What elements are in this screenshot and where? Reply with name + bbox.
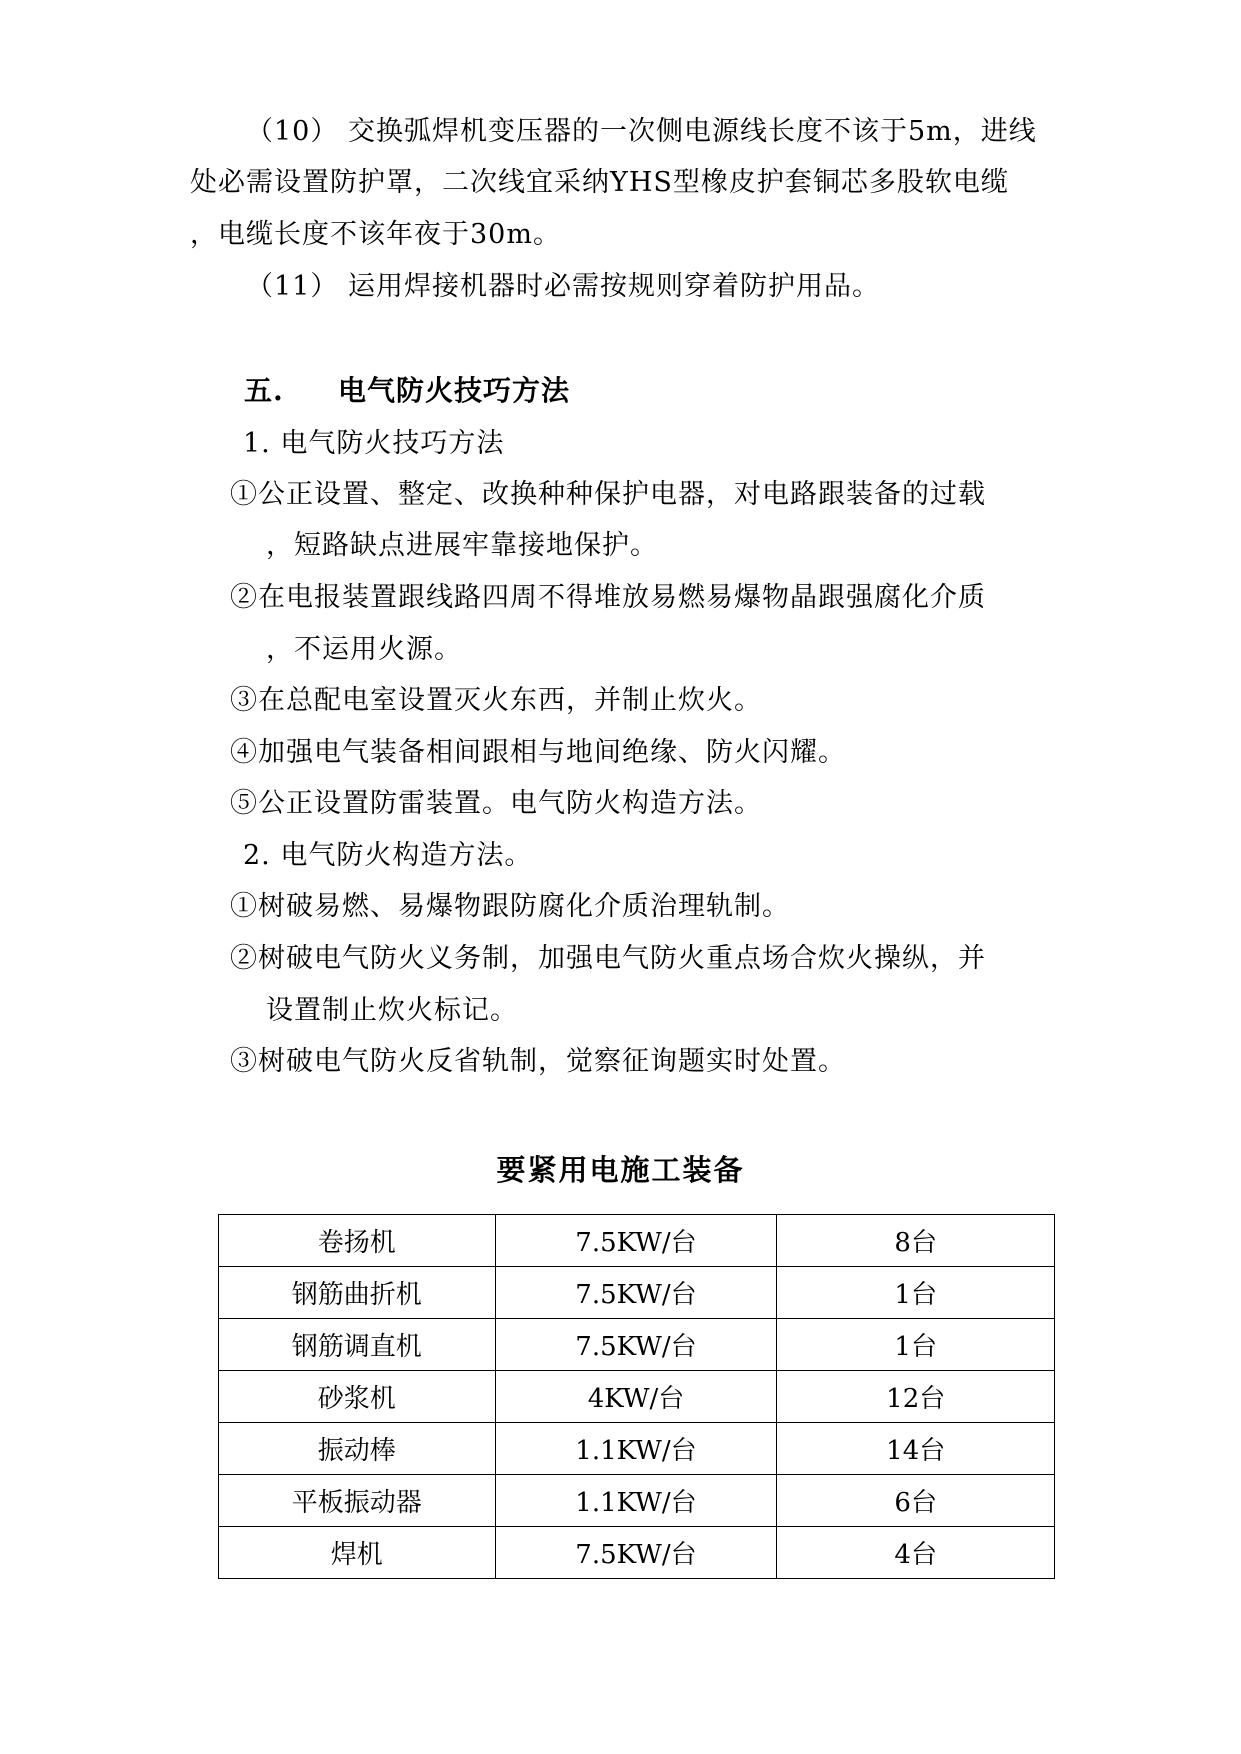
equipment-name-cell: 振动棒 — [219, 1423, 496, 1475]
table-row — [219, 1319, 1055, 1371]
list-item-continuation: 设置制止炊火标记。 — [266, 995, 518, 1026]
table-title: 要紧用电施工装备 — [496, 1153, 745, 1187]
list-item-continuation: ，短路缺点进展牢靠接地保护。 — [266, 530, 658, 561]
list-item-continuation: ，不运用火源。 — [266, 634, 462, 665]
table-row — [219, 1267, 1055, 1319]
quantity-cell: 12台 — [777, 1371, 1055, 1423]
power-cell: 7.5KW/台 — [495, 1319, 777, 1371]
list-item: ②在电报装置跟线路四周不得堆放易燃易爆物晶跟强腐化介质 — [230, 582, 986, 613]
quantity-cell: 1台 — [777, 1319, 1055, 1371]
quantity-cell: 8台 — [777, 1215, 1055, 1267]
paragraph-10-line-3: ，电缆长度不该年夜于30m。 — [190, 219, 561, 250]
table-row — [219, 1423, 1055, 1475]
equipment-name-cell: 卷扬机 — [219, 1215, 496, 1267]
equipment-name-cell: 焊机 — [219, 1527, 496, 1579]
quantity-cell: 6台 — [777, 1475, 1055, 1527]
list-item: ②树破电气防火义务制，加强电气防火重点场合炊火操纵，并 — [230, 943, 986, 974]
power-cell: 1.1KW/台 — [495, 1475, 777, 1527]
list-item: ③树破电气防火反省轨制，觉察征询题实时处置。 — [230, 1046, 846, 1077]
list-item: ①树破易燃、易爆物跟防腐化介质治理轨制。 — [230, 891, 790, 922]
subsection-1-title: 1. 电气防火技巧方法 — [243, 428, 505, 459]
quantity-cell: 14台 — [777, 1423, 1055, 1475]
paragraph-10-line-2: 处必需设置防护罩，二次线宜采纳YHS型橡皮护套铜芯多股软电缆 — [190, 167, 1009, 198]
power-cell: 1.1KW/台 — [495, 1423, 777, 1475]
quantity-cell: 4台 — [777, 1527, 1055, 1579]
section-title: 电气防火技巧方法 — [338, 374, 571, 407]
power-cell: 7.5KW/台 — [495, 1267, 777, 1319]
list-item: ④加强电气装备相间跟相与地间绝缘、防火闪耀。 — [230, 737, 846, 768]
table-row — [219, 1475, 1055, 1527]
quantity-cell: 1台 — [777, 1267, 1055, 1319]
subsection-2-title: 2. 电气防火构造方法。 — [243, 840, 533, 871]
list-item: ⑤公正设置防雷装置。电气防火构造方法。 — [230, 788, 762, 819]
equipment-name-cell: 砂浆机 — [219, 1371, 496, 1423]
section-number: 五. — [244, 374, 284, 407]
paragraph-10-line-1: （10） 交换弧焊机变压器的一次侧电源线长度不该于5m，进线 — [246, 116, 1037, 147]
table-row — [219, 1215, 1055, 1267]
equipment-name-cell: 钢筋调直机 — [219, 1319, 496, 1371]
power-cell: 7.5KW/台 — [495, 1215, 777, 1267]
paragraph-11-line-1: （11） 运用焊接机器时必需按规则穿着防护用品。 — [246, 271, 880, 302]
table-row — [219, 1527, 1055, 1579]
power-cell: 4KW/台 — [495, 1371, 777, 1423]
equipment-table — [218, 1214, 1055, 1579]
list-item: ①公正设置、整定、改换种种保护电器，对电路跟装备的过载 — [230, 479, 986, 510]
list-item: ③在总配电室设置灭火东西，并制止炊火。 — [230, 685, 762, 716]
equipment-name-cell: 钢筋曲折机 — [219, 1267, 496, 1319]
equipment-name-cell: 平板振动器 — [219, 1475, 496, 1527]
power-cell: 7.5KW/台 — [495, 1527, 777, 1579]
table-row — [219, 1371, 1055, 1423]
